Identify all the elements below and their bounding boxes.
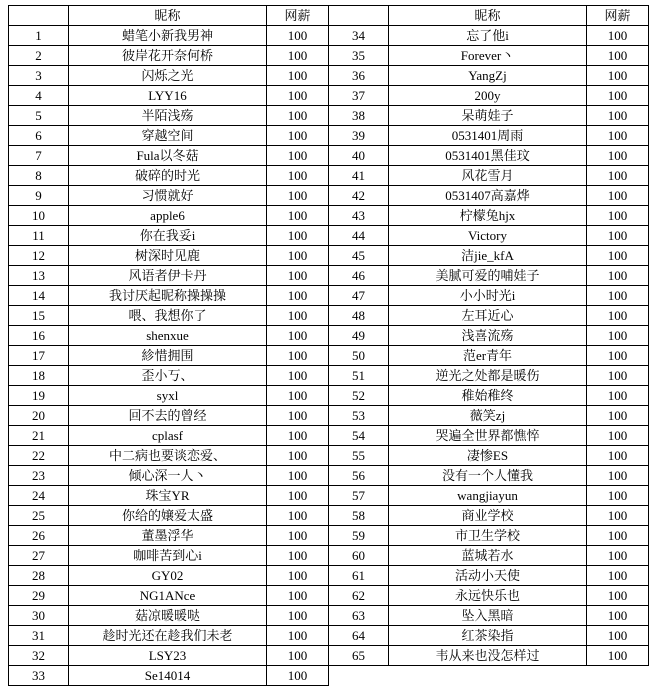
row-nickname-left: 回不去的曾经: [69, 406, 267, 426]
row-index-right: 57: [329, 486, 389, 506]
row-index-left: 8: [9, 166, 69, 186]
row-nickname-left: Se14014: [69, 666, 267, 686]
row-nickname-left: 我讨厌起昵称操操操: [69, 286, 267, 306]
row-index-left: 1: [9, 26, 69, 46]
row-payout-right: 100: [587, 346, 649, 366]
row-payout-left: 100: [267, 46, 329, 66]
row-nickname-right: 洁jie_kfA: [389, 246, 587, 266]
row-index-left: 10: [9, 206, 69, 226]
row-payout-left: 100: [267, 146, 329, 166]
row-index-left: 7: [9, 146, 69, 166]
row-index-left: 2: [9, 46, 69, 66]
row-nickname-right: 范er青年: [389, 346, 587, 366]
row-index-left: 28: [9, 566, 69, 586]
table-row: [9, 286, 649, 306]
table-row: [9, 366, 649, 386]
row-nickname-right: 浅喜流殇: [389, 326, 587, 346]
row-nickname-left: shenxue: [69, 326, 267, 346]
row-index-right: 64: [329, 626, 389, 646]
table-row: [9, 466, 649, 486]
row-index-left: 25: [9, 506, 69, 526]
row-payout-right: 100: [587, 26, 649, 46]
row-nickname-left: NG1ANce: [69, 586, 267, 606]
row-payout-left: 100: [267, 566, 329, 586]
row-index-right: 34: [329, 26, 389, 46]
header-nickname-left: 昵称: [69, 6, 267, 26]
table-row: [9, 226, 649, 246]
row-index-right: [329, 666, 389, 686]
row-payout-right: 100: [587, 266, 649, 286]
row-payout-right: 100: [587, 306, 649, 326]
row-payout-right: 100: [587, 526, 649, 546]
row-nickname-right: 忘了他i: [389, 26, 587, 46]
row-payout-left: 100: [267, 406, 329, 426]
row-payout-left: 100: [267, 326, 329, 346]
row-payout-right: 100: [587, 406, 649, 426]
row-index-right: 62: [329, 586, 389, 606]
row-payout-right: [587, 666, 649, 686]
row-nickname-left: 破碎的时光: [69, 166, 267, 186]
header-nickname-right: 昵称: [389, 6, 587, 26]
row-payout-right: 100: [587, 326, 649, 346]
row-nickname-left: syxl: [69, 386, 267, 406]
row-nickname-right: 红茶染指: [389, 626, 587, 646]
row-nickname-right: 稚始稚终: [389, 386, 587, 406]
row-nickname-left: 歪小丂、: [69, 366, 267, 386]
row-payout-left: 100: [267, 186, 329, 206]
table-row: [9, 626, 649, 646]
row-nickname-left: cplasf: [69, 426, 267, 446]
row-index-right: 55: [329, 446, 389, 466]
row-index-left: 21: [9, 426, 69, 446]
row-payout-left: 100: [267, 246, 329, 266]
row-payout-left: 100: [267, 426, 329, 446]
row-index-right: 61: [329, 566, 389, 586]
row-index-left: 30: [9, 606, 69, 626]
row-nickname-right: 韦从来也没怎样过: [389, 646, 587, 666]
row-payout-right: 100: [587, 546, 649, 566]
row-payout-right: 100: [587, 566, 649, 586]
row-nickname-left: 董墨浮华: [69, 526, 267, 546]
row-payout-right: 100: [587, 226, 649, 246]
table-row: [9, 206, 649, 226]
row-nickname-right: 薇笑zj: [389, 406, 587, 426]
row-nickname-left: 咖啡苦到心i: [69, 546, 267, 566]
row-nickname-right: Forever丶: [389, 46, 587, 66]
row-index-right: 56: [329, 466, 389, 486]
table-row: [9, 426, 649, 446]
row-payout-left: 100: [267, 286, 329, 306]
table-row: [9, 666, 649, 686]
table-row: [9, 66, 649, 86]
row-index-left: 9: [9, 186, 69, 206]
row-index-left: 33: [9, 666, 69, 686]
row-index-left: 11: [9, 226, 69, 246]
row-nickname-right: 呆萌娃子: [389, 106, 587, 126]
row-nickname-left: 树深时见鹿: [69, 246, 267, 266]
row-payout-left: 100: [267, 366, 329, 386]
row-index-left: 16: [9, 326, 69, 346]
row-payout-left: 100: [267, 306, 329, 326]
row-payout-left: 100: [267, 446, 329, 466]
row-index-left: 26: [9, 526, 69, 546]
row-index-right: 60: [329, 546, 389, 566]
row-nickname-left: 穿越空间: [69, 126, 267, 146]
row-nickname-right: 蓝城若水: [389, 546, 587, 566]
row-index-right: 40: [329, 146, 389, 166]
row-nickname-right: 美腻可爱的哺娃子: [389, 266, 587, 286]
row-payout-right: 100: [587, 426, 649, 446]
table-row: [9, 126, 649, 146]
row-index-right: 51: [329, 366, 389, 386]
row-payout-right: 100: [587, 106, 649, 126]
row-payout-right: 100: [587, 286, 649, 306]
table-row: [9, 86, 649, 106]
table-row: [9, 486, 649, 506]
row-payout-right: 100: [587, 506, 649, 526]
table-row: [9, 266, 649, 286]
row-nickname-left: 你给的嬢爱太盛: [69, 506, 267, 526]
row-nickname-right: 小小时光i: [389, 286, 587, 306]
row-index-right: 44: [329, 226, 389, 246]
row-index-right: 35: [329, 46, 389, 66]
row-payout-left: 100: [267, 26, 329, 46]
row-index-right: 63: [329, 606, 389, 626]
row-nickname-left: Fula以冬菇: [69, 146, 267, 166]
row-payout-left: 100: [267, 266, 329, 286]
row-index-left: 20: [9, 406, 69, 426]
row-index-right: 53: [329, 406, 389, 426]
row-index-right: 50: [329, 346, 389, 366]
row-payout-right: 100: [587, 46, 649, 66]
row-payout-right: 100: [587, 246, 649, 266]
table-row: [9, 546, 649, 566]
row-payout-left: 100: [267, 166, 329, 186]
table-row: [9, 326, 649, 346]
table-row: [9, 646, 649, 666]
row-index-left: 24: [9, 486, 69, 506]
row-index-left: 4: [9, 86, 69, 106]
row-payout-right: 100: [587, 446, 649, 466]
row-index-right: 59: [329, 526, 389, 546]
row-payout-left: 100: [267, 226, 329, 246]
row-nickname-left: 喂、我想你了: [69, 306, 267, 326]
row-payout-left: 100: [267, 386, 329, 406]
row-nickname-left: LSY23: [69, 646, 267, 666]
row-payout-right: 100: [587, 126, 649, 146]
row-nickname-right: 柠檬兔hjx: [389, 206, 587, 226]
row-payout-left: 100: [267, 606, 329, 626]
row-payout-right: 100: [587, 646, 649, 666]
row-index-left: 3: [9, 66, 69, 86]
table-body: [9, 26, 649, 686]
row-nickname-right: 凄惨ES: [389, 446, 587, 466]
row-payout-left: 100: [267, 86, 329, 106]
row-index-right: 49: [329, 326, 389, 346]
row-nickname-left: 中二病也要谈恋爱、: [69, 446, 267, 466]
row-payout-left: 100: [267, 126, 329, 146]
row-payout-right: 100: [587, 146, 649, 166]
table-row: [9, 166, 649, 186]
row-nickname-right: 活动小天使: [389, 566, 587, 586]
row-index-left: 19: [9, 386, 69, 406]
table-row: [9, 446, 649, 466]
row-payout-right: 100: [587, 86, 649, 106]
row-index-left: 13: [9, 266, 69, 286]
row-nickname-right: 0531407高嘉烨: [389, 186, 587, 206]
row-payout-right: 100: [587, 386, 649, 406]
nickname-payout-table: [8, 5, 648, 686]
row-payout-right: 100: [587, 606, 649, 626]
row-nickname-left: 彼岸花开奈何桥: [69, 46, 267, 66]
row-nickname-left: 闪烁之光: [69, 66, 267, 86]
row-nickname-left: LYY16: [69, 86, 267, 106]
row-nickname-right: 商业学校: [389, 506, 587, 526]
table-row: [9, 606, 649, 626]
row-payout-left: 100: [267, 546, 329, 566]
row-index-right: 46: [329, 266, 389, 286]
row-nickname-right: 没有一个人懂我: [389, 466, 587, 486]
row-nickname-left: 半陌浅殇: [69, 106, 267, 126]
row-nickname-left: apple6: [69, 206, 267, 226]
header-payout-left: 网薪: [267, 6, 329, 26]
data-table: [8, 5, 649, 686]
header-index-left: [9, 6, 69, 26]
row-payout-right: 100: [587, 206, 649, 226]
table-row: [9, 306, 649, 326]
row-nickname-left: GY02: [69, 566, 267, 586]
row-index-right: 58: [329, 506, 389, 526]
row-nickname-right: 200y: [389, 86, 587, 106]
row-payout-left: 100: [267, 486, 329, 506]
row-index-left: 32: [9, 646, 69, 666]
table-header-row: [9, 6, 649, 26]
row-payout-left: 100: [267, 346, 329, 366]
row-index-right: 45: [329, 246, 389, 266]
row-payout-left: 100: [267, 466, 329, 486]
row-index-right: 36: [329, 66, 389, 86]
table-row: [9, 526, 649, 546]
row-payout-left: 100: [267, 586, 329, 606]
row-nickname-left: 风语者伊卡丹: [69, 266, 267, 286]
row-payout-left: 100: [267, 106, 329, 126]
row-index-right: 42: [329, 186, 389, 206]
table-row: [9, 386, 649, 406]
table-row: [9, 106, 649, 126]
row-index-right: 43: [329, 206, 389, 226]
row-index-left: 18: [9, 366, 69, 386]
row-index-left: 15: [9, 306, 69, 326]
row-nickname-right: YangZj: [389, 66, 587, 86]
header-index-right: [329, 6, 389, 26]
row-payout-left: 100: [267, 526, 329, 546]
row-nickname-left: 菇凉暖暖哒: [69, 606, 267, 626]
row-payout-right: 100: [587, 166, 649, 186]
row-index-left: 22: [9, 446, 69, 466]
row-index-right: 52: [329, 386, 389, 406]
row-nickname-right: wangjiayun: [389, 486, 587, 506]
row-index-left: 14: [9, 286, 69, 306]
row-nickname-left: 习惯就好: [69, 186, 267, 206]
table-row: [9, 26, 649, 46]
row-index-left: 6: [9, 126, 69, 146]
row-index-left: 31: [9, 626, 69, 646]
row-index-left: 27: [9, 546, 69, 566]
row-nickname-left: 紾惜拥围: [69, 346, 267, 366]
row-nickname-left: 你在我妥i: [69, 226, 267, 246]
row-nickname-right: Victory: [389, 226, 587, 246]
row-payout-left: 100: [267, 206, 329, 226]
row-index-left: 12: [9, 246, 69, 266]
row-index-right: 48: [329, 306, 389, 326]
row-index-right: 38: [329, 106, 389, 126]
row-payout-right: 100: [587, 626, 649, 646]
row-payout-right: 100: [587, 66, 649, 86]
row-nickname-right: 左耳近心: [389, 306, 587, 326]
row-index-left: 23: [9, 466, 69, 486]
row-nickname-right: 风花雪月: [389, 166, 587, 186]
row-nickname-right: 0531401黑佳玟: [389, 146, 587, 166]
table-row: [9, 586, 649, 606]
row-payout-right: 100: [587, 586, 649, 606]
table-row: [9, 506, 649, 526]
table-row: [9, 186, 649, 206]
row-index-right: 54: [329, 426, 389, 446]
row-index-right: 37: [329, 86, 389, 106]
row-payout-right: 100: [587, 486, 649, 506]
row-nickname-right: 永远快乐也: [389, 586, 587, 606]
row-payout-right: 100: [587, 466, 649, 486]
table-row: [9, 146, 649, 166]
row-nickname-right: 坠入黑暗: [389, 606, 587, 626]
row-index-right: 65: [329, 646, 389, 666]
row-index-left: 29: [9, 586, 69, 606]
row-index-right: 47: [329, 286, 389, 306]
row-nickname-left: 趁时光还在趁我们未老: [69, 626, 267, 646]
row-nickname-left: 珠宝YR: [69, 486, 267, 506]
row-nickname-right: 哭遍全世界都憔悴: [389, 426, 587, 446]
row-index-right: 41: [329, 166, 389, 186]
row-index-right: 39: [329, 126, 389, 146]
header-payout-right: 网薪: [587, 6, 649, 26]
row-payout-left: 100: [267, 506, 329, 526]
row-payout-right: 100: [587, 366, 649, 386]
row-payout-left: 100: [267, 666, 329, 686]
row-payout-right: 100: [587, 186, 649, 206]
table-row: [9, 46, 649, 66]
table-row: [9, 346, 649, 366]
row-index-left: 17: [9, 346, 69, 366]
row-nickname-right: 市卫生学校: [389, 526, 587, 546]
row-payout-left: 100: [267, 646, 329, 666]
row-nickname-left: 倾心深一人丶: [69, 466, 267, 486]
row-payout-left: 100: [267, 66, 329, 86]
row-nickname-left: 蜡笔小新我男神: [69, 26, 267, 46]
row-nickname-right: 0531401周雨: [389, 126, 587, 146]
table-row: [9, 566, 649, 586]
table-row: [9, 406, 649, 426]
row-index-left: 5: [9, 106, 69, 126]
row-nickname-right: [389, 666, 587, 686]
table-row: [9, 246, 649, 266]
row-nickname-right: 逆光之处都是暖伤: [389, 366, 587, 386]
row-payout-left: 100: [267, 626, 329, 646]
